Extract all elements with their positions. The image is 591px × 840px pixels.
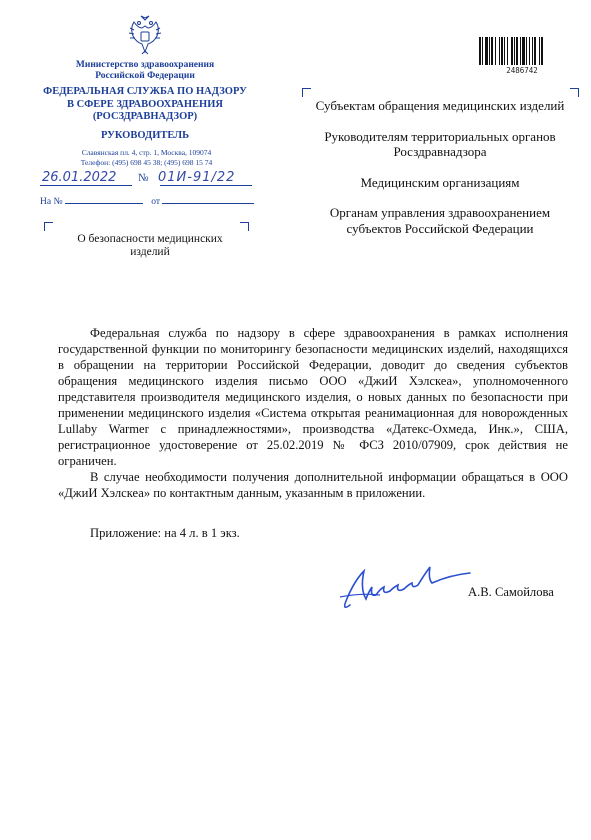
russian-coat-of-arms-icon [126, 14, 164, 56]
barcode-bar [507, 37, 508, 65]
reply-number-blank [65, 195, 143, 204]
barcode-bar [532, 37, 533, 65]
barcode-bar [534, 37, 536, 65]
service-line-3: (РОСЗДРАВНАДЗОР) [92, 111, 198, 122]
body-paragraph-1: Федеральная служба по надзору в сфере здравоохранения в рамках исполнения государственной функции по мониторингу безопасности медицинских изделий, находящихся в обращении на территории Российской Федерации, доводит до сведения субъектов обращения медицинского изделия письмо ООО «ДжиИ Хэлскеа», уполномоченного представителя производителя медицинского изделия, о новых данных по безопасности при применении медицинского изделия «Система открытая реанимационная для новорожденных Lullaby Warmer с принадлежностями», производства «Датекс-Охмеда, Инк.», США, регистрационное удостоверение от 25.02.2019 № ФСЗ 2010/07909, срок действия не ограничен. [58, 326, 568, 468]
handwritten-signature [320, 553, 480, 623]
barcode-bar [499, 37, 500, 65]
barcode [478, 37, 566, 65]
reply-date-blank [162, 195, 254, 204]
barcode-bar [514, 37, 515, 65]
outgoing-date: 26.01.2022 [42, 170, 117, 185]
barcode-number: 2486742 [506, 66, 538, 75]
barcode-bar [522, 37, 525, 65]
outgoing-reference [40, 172, 270, 192]
head-title: РУКОВОДИТЕЛЬ [100, 130, 190, 141]
service-line-1: ФЕДЕРАЛЬНАЯ СЛУЖБА ПО НАДЗОРУ [43, 86, 247, 97]
letter-subject: О безопасности медицинских изделий [77, 233, 223, 258]
barcode-bar [501, 37, 503, 65]
body-paragraph-2: В случае необходимости получения дополнительной информации обращаться в ООО «ДжиИ Хэлскеа» по контактным данным, указанным в приложении. [58, 470, 568, 500]
barcode-bar [526, 37, 527, 65]
addressee-list [310, 98, 570, 251]
barcode-bar [529, 37, 530, 65]
phone-line: Телефон: (495) 698 45 38; (495) 698 15 74 [80, 157, 213, 167]
barcode-bar [479, 37, 481, 65]
signer-name: А.В. Самойлова [468, 585, 554, 599]
addressee-item: Субъектам обращения медицинских изделий [315, 98, 565, 113]
ministry-name: Министерство здравоохранения Российской Федерации [75, 60, 215, 81]
outgoing-number-label: № [138, 172, 149, 184]
barcode-bar [485, 37, 488, 65]
reply-from-label: от [151, 197, 161, 207]
barcode-bar [489, 37, 490, 65]
addressee-corner-right [570, 88, 579, 97]
attachment-note: Приложение: на 4 л. в 1 экз. [90, 526, 240, 540]
letter-body [58, 325, 568, 501]
subject-corner-right [240, 222, 249, 231]
barcode-bar [541, 37, 543, 65]
address-block [44, 148, 249, 167]
addressee-item: Органам управления здравоохранением субъектов Российской Федерации [329, 205, 551, 236]
barcode-bar [539, 37, 540, 65]
subject-corner-left [44, 222, 53, 231]
outgoing-number: 01И-91/22 [158, 170, 236, 185]
barcode-bar [495, 37, 496, 65]
number-underline [160, 185, 252, 186]
addressee-corner-left [302, 88, 311, 97]
service-name [38, 86, 252, 124]
barcode-bar [491, 37, 493, 65]
addressee-item: Руководителям территориальных органов Росздравнадзора [324, 128, 556, 159]
reply-to-label: На № [40, 197, 63, 207]
addressee-item: Медицинским организациям [360, 174, 520, 190]
barcode-bar [482, 37, 483, 65]
barcode-bar [504, 37, 505, 65]
date-underline [40, 185, 132, 186]
barcode-bar [511, 37, 513, 65]
address-line: Славянская пл. 4, стр. 1, Москва, 109074 [81, 148, 212, 157]
reply-reference [40, 195, 255, 207]
barcode-bar [516, 37, 518, 65]
service-line-2: В СФЕРЕ ЗДРАВООХРАНЕНИЯ [67, 98, 223, 110]
barcode-bar [520, 37, 521, 65]
